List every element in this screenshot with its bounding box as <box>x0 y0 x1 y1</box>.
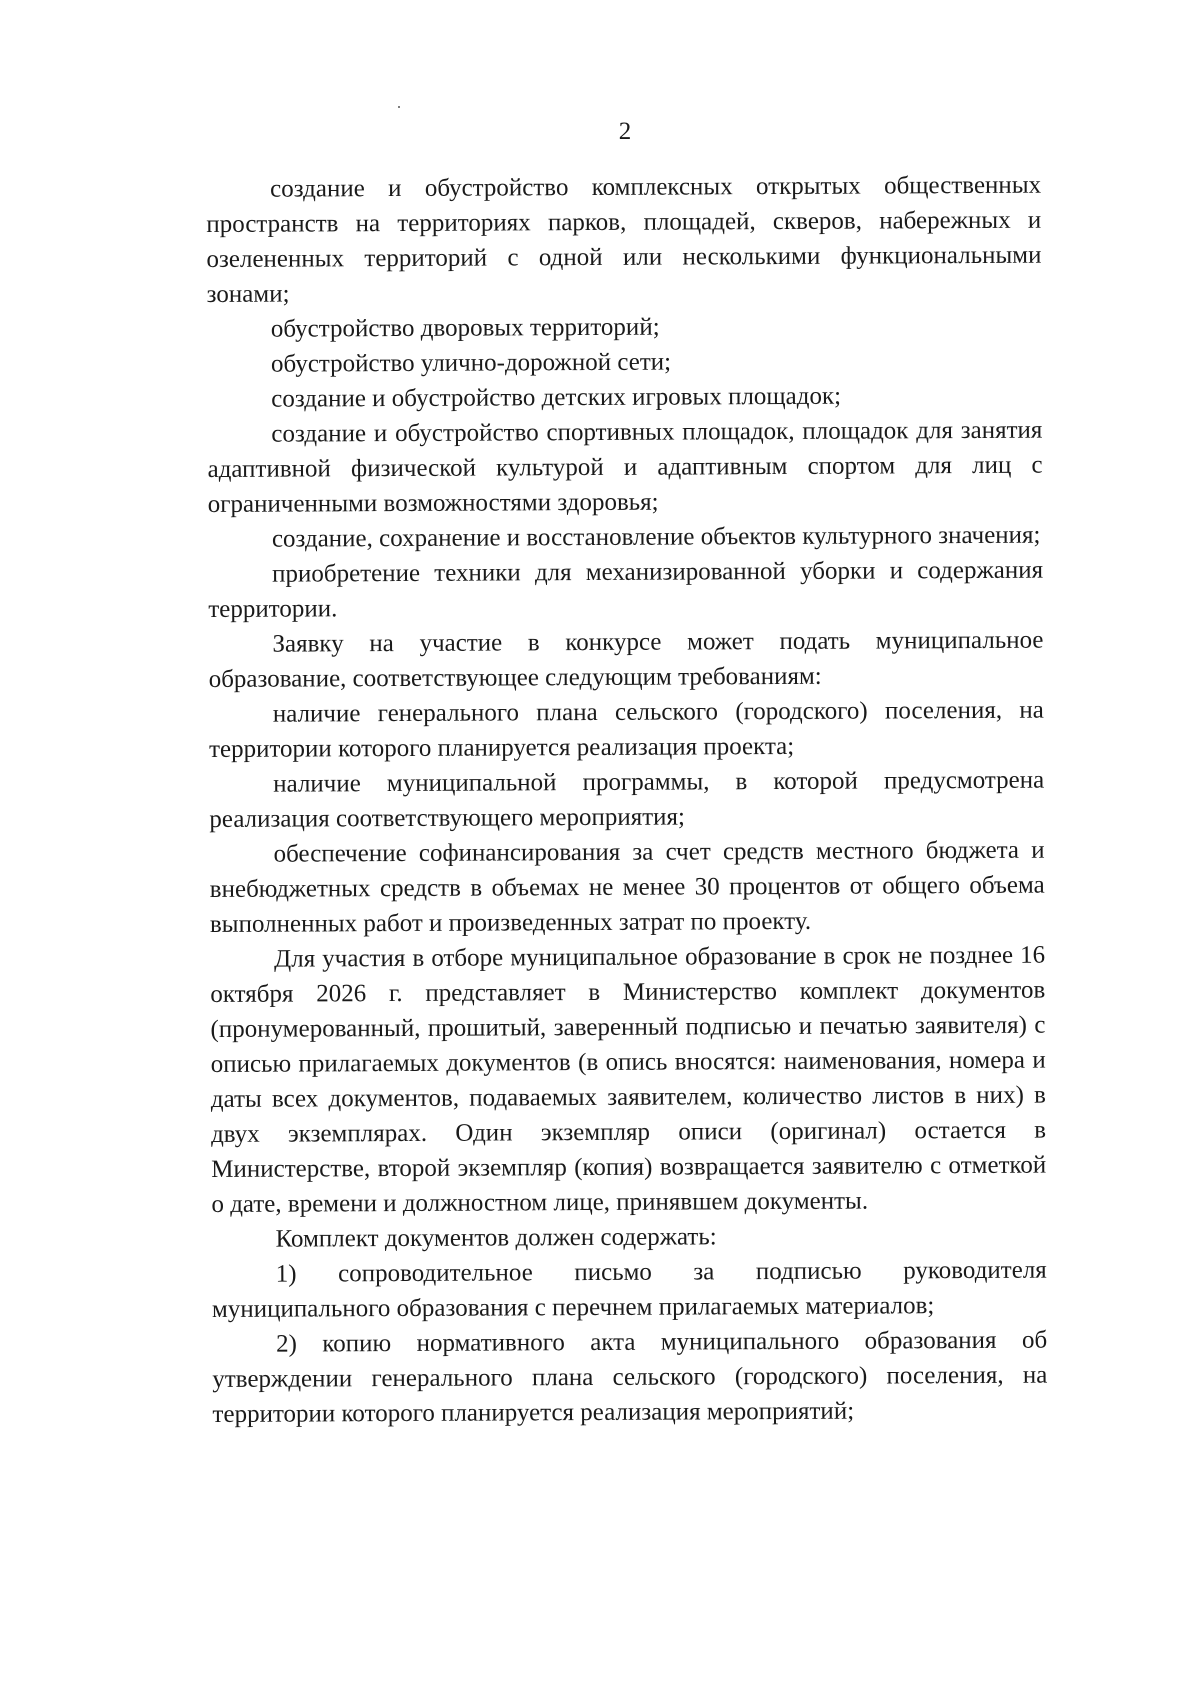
scan-speck <box>398 106 400 108</box>
paragraph-cofinancing: обеспечение софинансирования за счет средств местного бюджета и внебюджетных средств в объемах не менее 30 процентов от общего объема выполненных работ и произведенных затрат по проекту. <box>209 836 1045 938</box>
paragraph-general-plan: наличие генерального плана сельского (городского) поселения, на территории которого планируется реализация проекта; <box>208 696 1044 763</box>
paragraph-playgrounds: создание и обустройство детских игровых площадок; <box>271 382 842 413</box>
paragraph-public-spaces: создание и обустройство комплексных открытых общественных пространств на территориях парков, площадей, скверов, набережных и озелененных территорий с одной или несколькими функциональными зонами; <box>206 171 1042 308</box>
paragraph-municipal-program: наличие муниципальной программы, в которой предусмотрена реализация соответствующего мероприятия; <box>209 766 1045 833</box>
paragraph-road-network: обустройство улично-дорожной сети; <box>270 348 672 378</box>
document-body <box>206 168 1048 1432</box>
paragraph-normative-act: 2) копию нормативного акта муниципального образования об утверждении генерального плана сельского (городского) поселения, на территории которого планируется реализация мероприятий; <box>212 1326 1048 1428</box>
page-number: 2 <box>618 118 632 145</box>
paragraph-document-set: Комплект документов должен содержать: <box>275 1223 717 1253</box>
paragraph-courtyards: обустройство дворовых территорий; <box>270 313 660 343</box>
paragraph-submission-procedure: Для участия в отборе муниципальное образование в срок не позднее 16 октября 2026 г. представляет в Министерство комплект документов (пронумерованный, прошитый, заверенный подписью и печатью заявителя) с описью прилагаемых документов (в опись вносятся: наименования, номера и даты всех документов, подаваемых заявителем, количество листов в них) в двух экземплярах. Один экземпляр описи (оригинал) остается в Министерстве, второй экземпляр (копия) возвращается заявителю с отметкой о дате, времени и должностном лице, принявшем документы. <box>210 941 1047 1218</box>
paragraph-application-requirements: Заявку на участие в конкурсе может подать муниципальное образование, соответствующее следующим требованиям: <box>208 626 1044 693</box>
paragraph-cultural-objects: создание, сохранение и восстановление объектов культурного значения; <box>271 521 1041 553</box>
paragraph-cover-letter: 1) сопроводительное письмо за подписью руководителя муниципального образования с перечнем прилагаемых материалов; <box>211 1256 1047 1323</box>
paragraph-sports-grounds: создание и обустройство спортивных площадок, площадок для занятия адаптивной физической культурой и адаптивным спортом для лиц с ограниченными возможностями здоровья; <box>207 416 1043 518</box>
paragraph-cleaning-equipment: приобретение техники для механизированной уборки и содержания территории. <box>208 556 1044 623</box>
